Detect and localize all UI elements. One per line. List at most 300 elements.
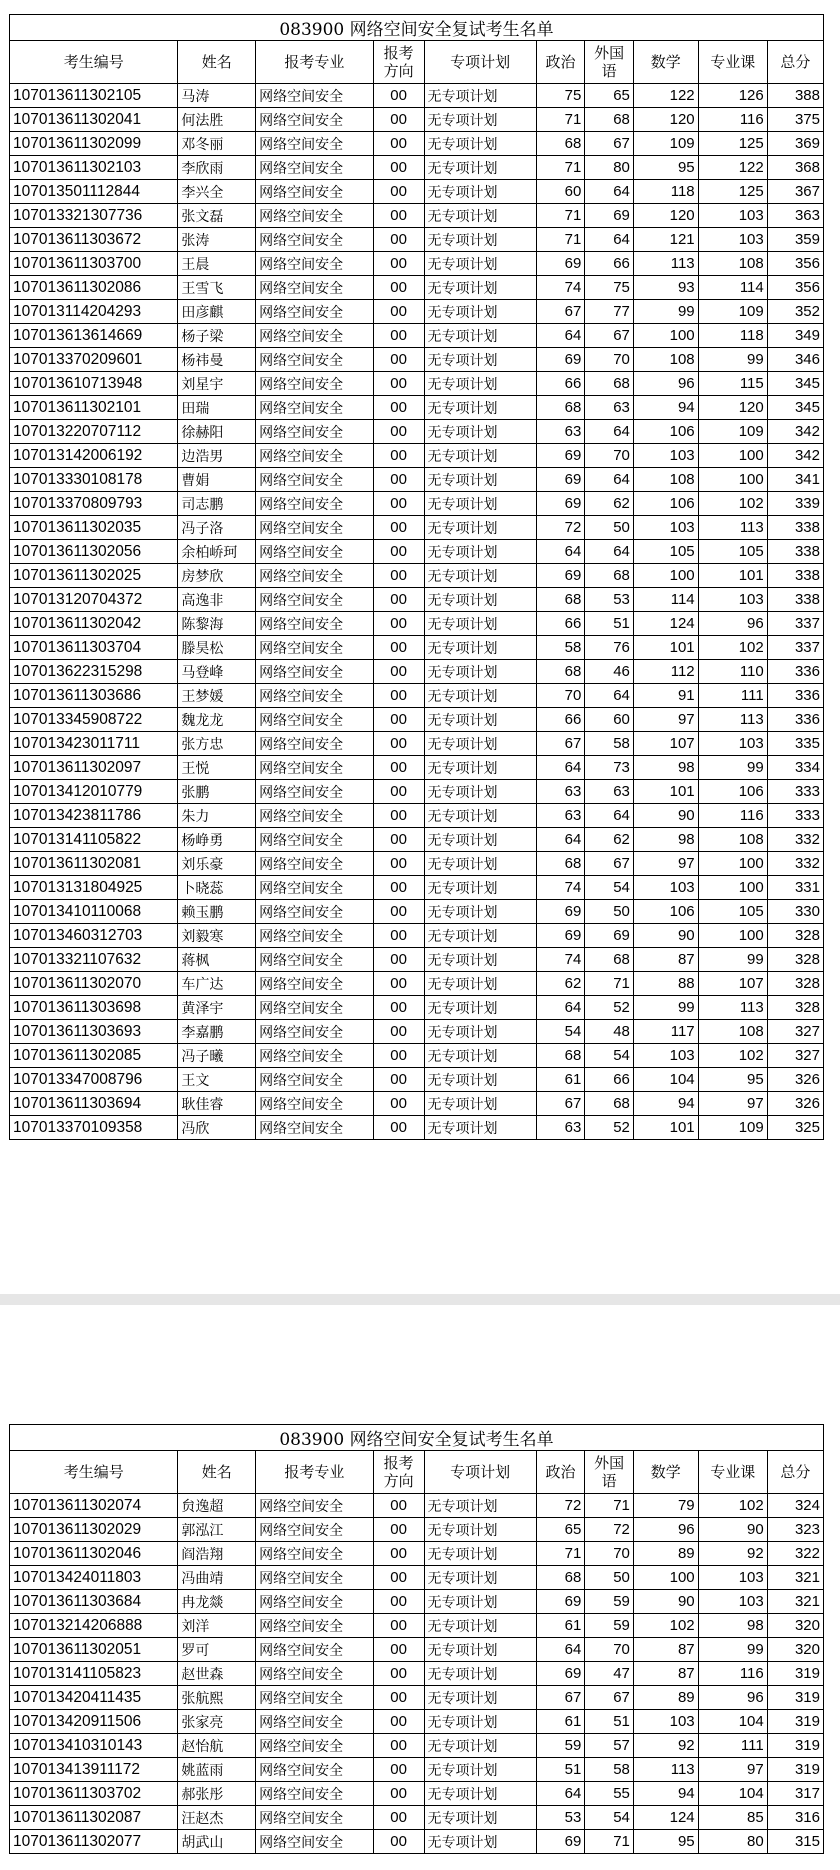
cell-math: 106 [633, 492, 698, 516]
table-row [10, 1710, 824, 1734]
cell-direction: 00 [373, 876, 424, 900]
cell-major: 网络空间安全 [256, 252, 374, 276]
cell-special-plan: 无专项计划 [424, 1566, 536, 1590]
col-header-total: 总分 [767, 41, 823, 84]
cell-exam-id: 107013611303672 [10, 228, 178, 252]
cell-politics: 66 [536, 708, 585, 732]
cell-math: 90 [633, 804, 698, 828]
cell-specialty: 120 [698, 396, 767, 420]
cell-foreign-language: 71 [585, 1494, 634, 1518]
cell-special-plan: 无专项计划 [424, 660, 536, 684]
col-header-foreign-language: 外国语 [585, 1451, 634, 1494]
table-row [10, 804, 824, 828]
col-header-special-plan: 专项计划 [424, 41, 536, 84]
cell-special-plan: 无专项计划 [424, 84, 536, 108]
cell-special-plan: 无专项计划 [424, 1068, 536, 1092]
cell-math: 120 [633, 204, 698, 228]
cell-name: 房梦欣 [178, 564, 256, 588]
cell-total: 345 [767, 372, 823, 396]
cell-foreign-language: 80 [585, 156, 634, 180]
cell-total: 321 [767, 1590, 823, 1614]
cell-foreign-language: 51 [585, 612, 634, 636]
cell-foreign-language: 68 [585, 564, 634, 588]
cell-exam-id: 107013114204293 [10, 300, 178, 324]
table-row [10, 324, 824, 348]
cell-name: 汪赵杰 [178, 1806, 256, 1830]
cell-politics: 63 [536, 420, 585, 444]
table-row [10, 1566, 824, 1590]
cell-foreign-language: 52 [585, 1116, 634, 1140]
cell-politics: 65 [536, 1518, 585, 1542]
cell-name: 蒋枫 [178, 948, 256, 972]
cell-exam-id: 107013142006192 [10, 444, 178, 468]
cell-specialty: 102 [698, 1044, 767, 1068]
cell-total: 333 [767, 780, 823, 804]
cell-politics: 69 [536, 1662, 585, 1686]
table-row [10, 492, 824, 516]
cell-name: 曹娟 [178, 468, 256, 492]
cell-math: 101 [633, 636, 698, 660]
cell-politics: 64 [536, 1782, 585, 1806]
cell-exam-id: 107013410110068 [10, 900, 178, 924]
cell-direction: 00 [373, 684, 424, 708]
cell-direction: 00 [373, 564, 424, 588]
cell-special-plan: 无专项计划 [424, 924, 536, 948]
cell-special-plan: 无专项计划 [424, 132, 536, 156]
cell-total: 359 [767, 228, 823, 252]
cell-major: 网络空间安全 [256, 276, 374, 300]
cell-politics: 68 [536, 396, 585, 420]
cell-total: 345 [767, 396, 823, 420]
cell-major: 网络空间安全 [256, 1044, 374, 1068]
cell-direction: 00 [373, 1710, 424, 1734]
cell-exam-id: 107013611302041 [10, 108, 178, 132]
cell-exam-id: 107013501112844 [10, 180, 178, 204]
cell-direction: 00 [373, 1758, 424, 1782]
cell-total: 330 [767, 900, 823, 924]
cell-total: 356 [767, 252, 823, 276]
cell-direction: 00 [373, 1566, 424, 1590]
cell-foreign-language: 64 [585, 180, 634, 204]
cell-politics: 54 [536, 1020, 585, 1044]
cell-politics: 63 [536, 780, 585, 804]
cell-politics: 69 [536, 1830, 585, 1854]
cell-total: 320 [767, 1614, 823, 1638]
cell-total: 388 [767, 84, 823, 108]
table-row [10, 828, 824, 852]
cell-name: 李嘉鹏 [178, 1020, 256, 1044]
cell-total: 338 [767, 540, 823, 564]
cell-name: 张文磊 [178, 204, 256, 228]
cell-special-plan: 无专项计划 [424, 588, 536, 612]
table-row [10, 1734, 824, 1758]
cell-math: 109 [633, 132, 698, 156]
col-header-foreign-language: 外国语 [585, 41, 634, 84]
cell-total: 316 [767, 1806, 823, 1830]
cell-total: 338 [767, 516, 823, 540]
cell-specialty: 125 [698, 132, 767, 156]
table-row [10, 636, 824, 660]
cell-direction: 00 [373, 804, 424, 828]
cell-major: 网络空间安全 [256, 1782, 374, 1806]
cell-total: 342 [767, 444, 823, 468]
cell-exam-id: 107013611302035 [10, 516, 178, 540]
table-row [10, 156, 824, 180]
cell-politics: 68 [536, 1566, 585, 1590]
cell-specialty: 99 [698, 756, 767, 780]
table-row [10, 1614, 824, 1638]
cell-direction: 00 [373, 828, 424, 852]
cell-direction: 00 [373, 276, 424, 300]
cell-major: 网络空间安全 [256, 996, 374, 1020]
cell-specialty: 85 [698, 1806, 767, 1830]
cell-direction: 00 [373, 1638, 424, 1662]
cell-name: 马涛 [178, 84, 256, 108]
cell-exam-id: 107013420411435 [10, 1686, 178, 1710]
col-header-specialty: 专业课 [698, 1451, 767, 1494]
cell-direction: 00 [373, 420, 424, 444]
cell-specialty: 80 [698, 1830, 767, 1854]
cell-specialty: 126 [698, 84, 767, 108]
cell-name: 罗可 [178, 1638, 256, 1662]
cell-major: 网络空间安全 [256, 1566, 374, 1590]
table-row [10, 540, 824, 564]
cell-major: 网络空间安全 [256, 156, 374, 180]
cell-major: 网络空间安全 [256, 1638, 374, 1662]
cell-name: 郭泓江 [178, 1518, 256, 1542]
table-row [10, 612, 824, 636]
cell-exam-id: 107013321307736 [10, 204, 178, 228]
cell-foreign-language: 67 [585, 1686, 634, 1710]
cell-total: 331 [767, 876, 823, 900]
cell-specialty: 100 [698, 924, 767, 948]
cell-math: 89 [633, 1542, 698, 1566]
cell-special-plan: 无专项计划 [424, 1020, 536, 1044]
cell-name: 王文 [178, 1068, 256, 1092]
cell-foreign-language: 46 [585, 660, 634, 684]
cell-math: 90 [633, 1590, 698, 1614]
cell-direction: 00 [373, 780, 424, 804]
cell-direction: 00 [373, 996, 424, 1020]
col-header-math: 数学 [633, 1451, 698, 1494]
cell-major: 网络空间安全 [256, 732, 374, 756]
cell-direction: 00 [373, 852, 424, 876]
cell-major: 网络空间安全 [256, 852, 374, 876]
cell-exam-id: 107013611303694 [10, 1092, 178, 1116]
cell-name: 赖玉鹏 [178, 900, 256, 924]
cell-major: 网络空间安全 [256, 1758, 374, 1782]
cell-politics: 68 [536, 132, 585, 156]
cell-exam-id: 107013131804925 [10, 876, 178, 900]
cell-name: 黄泽宇 [178, 996, 256, 1020]
cell-total: 328 [767, 972, 823, 996]
cell-direction: 00 [373, 540, 424, 564]
cell-direction: 00 [373, 300, 424, 324]
cell-politics: 64 [536, 540, 585, 564]
cell-exam-id: 107013423811786 [10, 804, 178, 828]
cell-direction: 00 [373, 1494, 424, 1518]
cell-exam-id: 107013611302105 [10, 84, 178, 108]
cell-major: 网络空间安全 [256, 300, 374, 324]
cell-name: 边浩男 [178, 444, 256, 468]
cell-math: 100 [633, 1566, 698, 1590]
cell-major: 网络空间安全 [256, 636, 374, 660]
cell-special-plan: 无专项计划 [424, 1662, 536, 1686]
cell-direction: 00 [373, 924, 424, 948]
cell-foreign-language: 58 [585, 1758, 634, 1782]
cell-major: 网络空间安全 [256, 180, 374, 204]
cell-exam-id: 107013611302087 [10, 1806, 178, 1830]
table-row [10, 84, 824, 108]
cell-politics: 72 [536, 1494, 585, 1518]
cell-math: 106 [633, 420, 698, 444]
cell-math: 100 [633, 564, 698, 588]
cell-major: 网络空间安全 [256, 708, 374, 732]
cell-major: 网络空间安全 [256, 1518, 374, 1542]
table-row [10, 1638, 824, 1662]
cell-name: 邓冬丽 [178, 132, 256, 156]
candidate-list-sheet-2 [9, 1424, 824, 1854]
cell-name: 李兴全 [178, 180, 256, 204]
cell-foreign-language: 59 [585, 1614, 634, 1638]
cell-major: 网络空间安全 [256, 660, 374, 684]
cell-politics: 69 [536, 444, 585, 468]
cell-special-plan: 无专项计划 [424, 372, 536, 396]
cell-special-plan: 无专项计划 [424, 876, 536, 900]
table-row [10, 1806, 824, 1830]
cell-name: 姚蓝雨 [178, 1758, 256, 1782]
cell-special-plan: 无专项计划 [424, 516, 536, 540]
cell-foreign-language: 70 [585, 1542, 634, 1566]
cell-politics: 71 [536, 156, 585, 180]
cell-total: 375 [767, 108, 823, 132]
cell-specialty: 98 [698, 1614, 767, 1638]
cell-major: 网络空间安全 [256, 828, 374, 852]
cell-politics: 74 [536, 876, 585, 900]
cell-math: 91 [633, 684, 698, 708]
cell-major: 网络空间安全 [256, 348, 374, 372]
cell-major: 网络空间安全 [256, 1116, 374, 1140]
cell-foreign-language: 68 [585, 1092, 634, 1116]
cell-direction: 00 [373, 1734, 424, 1758]
cell-direction: 00 [373, 948, 424, 972]
cell-special-plan: 无专项计划 [424, 1686, 536, 1710]
cell-specialty: 103 [698, 228, 767, 252]
cell-foreign-language: 55 [585, 1782, 634, 1806]
cell-name: 滕昊松 [178, 636, 256, 660]
cell-special-plan: 无专项计划 [424, 684, 536, 708]
cell-foreign-language: 75 [585, 276, 634, 300]
cell-exam-id: 107013420911506 [10, 1710, 178, 1734]
cell-total: 319 [767, 1734, 823, 1758]
cell-name: 阎浩翔 [178, 1542, 256, 1566]
cell-math: 117 [633, 1020, 698, 1044]
cell-exam-id: 107013611302081 [10, 852, 178, 876]
cell-politics: 67 [536, 732, 585, 756]
cell-total: 335 [767, 732, 823, 756]
cell-direction: 00 [373, 1782, 424, 1806]
table-row [10, 1662, 824, 1686]
cell-name: 赵世森 [178, 1662, 256, 1686]
cell-total: 337 [767, 612, 823, 636]
cell-major: 网络空间安全 [256, 876, 374, 900]
table-row [10, 1092, 824, 1116]
cell-foreign-language: 62 [585, 828, 634, 852]
cell-direction: 00 [373, 156, 424, 180]
col-header-specialty: 专业课 [698, 41, 767, 84]
cell-foreign-language: 64 [585, 804, 634, 828]
cell-math: 97 [633, 852, 698, 876]
cell-specialty: 113 [698, 708, 767, 732]
cell-special-plan: 无专项计划 [424, 1518, 536, 1542]
cell-specialty: 100 [698, 876, 767, 900]
cell-name: 贠逸超 [178, 1494, 256, 1518]
cell-exam-id: 107013412010779 [10, 780, 178, 804]
cell-math: 88 [633, 972, 698, 996]
table-row [10, 1830, 824, 1854]
col-header-major: 报考专业 [256, 1451, 374, 1494]
table-row [10, 348, 824, 372]
cell-direction: 00 [373, 900, 424, 924]
cell-specialty: 116 [698, 108, 767, 132]
cell-foreign-language: 68 [585, 948, 634, 972]
cell-name: 朱力 [178, 804, 256, 828]
cell-major: 网络空间安全 [256, 324, 374, 348]
cell-specialty: 96 [698, 1686, 767, 1710]
cell-direction: 00 [373, 228, 424, 252]
cell-foreign-language: 70 [585, 444, 634, 468]
cell-name: 冯欣 [178, 1116, 256, 1140]
cell-specialty: 99 [698, 948, 767, 972]
cell-special-plan: 无专项计划 [424, 828, 536, 852]
cell-foreign-language: 63 [585, 396, 634, 420]
cell-foreign-language: 59 [585, 1590, 634, 1614]
table-row [10, 1542, 824, 1566]
cell-special-plan: 无专项计划 [424, 564, 536, 588]
cell-major: 网络空间安全 [256, 84, 374, 108]
cell-exam-id: 107013611302086 [10, 276, 178, 300]
cell-specialty: 116 [698, 1662, 767, 1686]
cell-total: 322 [767, 1542, 823, 1566]
cell-specialty: 111 [698, 684, 767, 708]
cell-special-plan: 无专项计划 [424, 204, 536, 228]
cell-name: 王悦 [178, 756, 256, 780]
cell-special-plan: 无专项计划 [424, 1758, 536, 1782]
cell-specialty: 95 [698, 1068, 767, 1092]
cell-total: 352 [767, 300, 823, 324]
cell-exam-id: 107013611302046 [10, 1542, 178, 1566]
cell-total: 337 [767, 636, 823, 660]
table-row [10, 1590, 824, 1614]
cell-total: 369 [767, 132, 823, 156]
cell-direction: 00 [373, 1068, 424, 1092]
cell-math: 87 [633, 1662, 698, 1686]
cell-politics: 62 [536, 972, 585, 996]
cell-major: 网络空间安全 [256, 204, 374, 228]
cell-math: 100 [633, 324, 698, 348]
cell-total: 342 [767, 420, 823, 444]
cell-special-plan: 无专项计划 [424, 108, 536, 132]
cell-politics: 53 [536, 1806, 585, 1830]
cell-math: 114 [633, 588, 698, 612]
cell-special-plan: 无专项计划 [424, 348, 536, 372]
col-header-politics: 政治 [536, 1451, 585, 1494]
cell-specialty: 108 [698, 252, 767, 276]
table-row [10, 1494, 824, 1518]
cell-specialty: 108 [698, 828, 767, 852]
cell-exam-id: 107013611303686 [10, 684, 178, 708]
cell-name: 张方忠 [178, 732, 256, 756]
cell-major: 网络空间安全 [256, 948, 374, 972]
cell-major: 网络空间安全 [256, 516, 374, 540]
cell-math: 89 [633, 1686, 698, 1710]
cell-foreign-language: 53 [585, 588, 634, 612]
cell-specialty: 106 [698, 780, 767, 804]
cell-name: 刘洋 [178, 1614, 256, 1638]
cell-specialty: 100 [698, 852, 767, 876]
cell-foreign-language: 68 [585, 108, 634, 132]
cell-special-plan: 无专项计划 [424, 276, 536, 300]
table-row [10, 876, 824, 900]
cell-name: 车广达 [178, 972, 256, 996]
cell-exam-id: 107013460312703 [10, 924, 178, 948]
cell-specialty: 110 [698, 660, 767, 684]
cell-name: 刘毅寒 [178, 924, 256, 948]
cell-math: 113 [633, 252, 698, 276]
cell-politics: 71 [536, 1542, 585, 1566]
cell-exam-id: 107013611302056 [10, 540, 178, 564]
cell-math: 105 [633, 540, 698, 564]
cell-foreign-language: 47 [585, 1662, 634, 1686]
cell-name: 刘乐豪 [178, 852, 256, 876]
cell-foreign-language: 67 [585, 852, 634, 876]
cell-direction: 00 [373, 612, 424, 636]
cell-direction: 00 [373, 108, 424, 132]
cell-total: 319 [767, 1686, 823, 1710]
cell-politics: 71 [536, 108, 585, 132]
cell-special-plan: 无专项计划 [424, 492, 536, 516]
table-row [10, 564, 824, 588]
cell-exam-id: 107013611302070 [10, 972, 178, 996]
cell-name: 冯曲靖 [178, 1566, 256, 1590]
cell-politics: 60 [536, 180, 585, 204]
cell-name: 刘星宇 [178, 372, 256, 396]
table-row [10, 300, 824, 324]
cell-exam-id: 107013330108178 [10, 468, 178, 492]
cell-exam-id: 107013413911172 [10, 1758, 178, 1782]
cell-politics: 74 [536, 948, 585, 972]
cell-direction: 00 [373, 348, 424, 372]
cell-politics: 64 [536, 756, 585, 780]
cell-math: 94 [633, 396, 698, 420]
cell-major: 网络空间安全 [256, 1068, 374, 1092]
cell-politics: 75 [536, 84, 585, 108]
col-header-name: 姓名 [178, 41, 256, 84]
cell-politics: 68 [536, 852, 585, 876]
table-row [10, 204, 824, 228]
cell-total: 336 [767, 708, 823, 732]
cell-exam-id: 107013141105822 [10, 828, 178, 852]
cell-specialty: 100 [698, 444, 767, 468]
cell-major: 网络空间安全 [256, 1542, 374, 1566]
cell-specialty: 109 [698, 420, 767, 444]
cell-specialty: 90 [698, 1518, 767, 1542]
table-row [10, 180, 824, 204]
cell-foreign-language: 66 [585, 1068, 634, 1092]
cell-direction: 00 [373, 1044, 424, 1068]
cell-politics: 74 [536, 276, 585, 300]
cell-special-plan: 无专项计划 [424, 1614, 536, 1638]
